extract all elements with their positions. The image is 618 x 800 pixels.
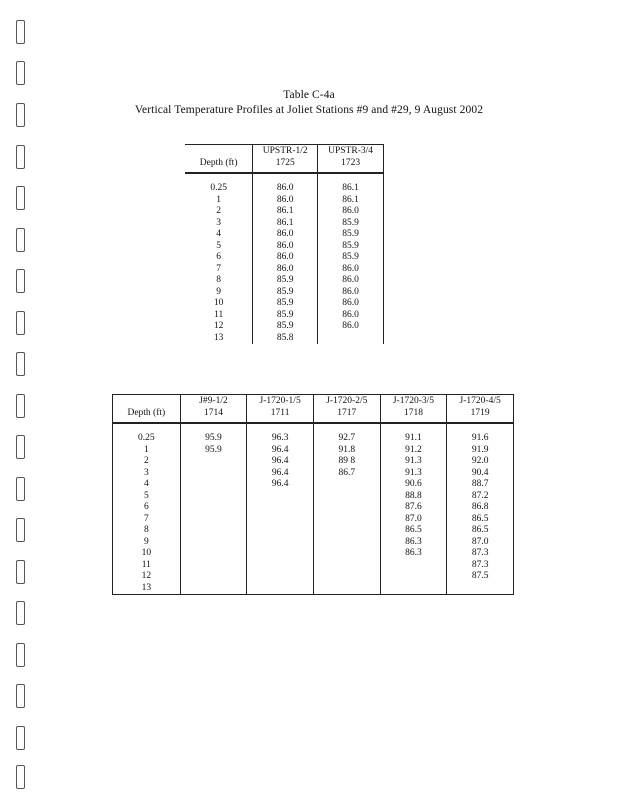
column-header-name: J-1720-4/5 [447,395,514,409]
temperature-cell [447,583,514,595]
table-row [185,241,384,253]
temperature-cell: 86.0 [318,298,384,310]
table-row [185,310,384,322]
temperature-cell: 86.7 [313,468,380,480]
table-row [113,433,514,445]
temperature-cell: 87.3 [447,548,514,560]
table-row [113,525,514,537]
depth-header: Depth (ft) [113,408,181,423]
temperature-cell: 87.3 [447,560,514,572]
temperature-cell [313,537,380,549]
table-row [113,491,514,503]
temperature-cell [313,525,380,537]
temperature-cell: 91.3 [380,456,447,468]
table-row [185,206,384,218]
depth-cell: 0.25 [113,433,181,445]
temperature-cell: 86.0 [318,264,384,276]
column-header-time: 1723 [318,158,384,173]
temperature-cell: 90.6 [380,479,447,491]
temperature-cell: 86.0 [318,321,384,333]
binder-hole [16,228,25,252]
temperature-cell: 86.1 [318,195,384,207]
temperature-cell [180,583,247,595]
temperature-cell: 86.3 [380,548,447,560]
temperature-cell [180,514,247,526]
depth-cell: 9 [113,537,181,549]
temperature-cell [313,571,380,583]
table-row [113,468,514,480]
temperature-cell: 91.3 [380,468,447,480]
table-joliet-stations [112,394,514,595]
temperature-cell: 86.0 [253,241,318,253]
temperature-cell: 96.4 [247,445,314,457]
temperature-cell [380,560,447,572]
temperature-cell [180,479,247,491]
temperature-cell [380,583,447,595]
table-row [185,183,384,195]
table-row [185,195,384,207]
temperature-cell: 89 8 [313,456,380,468]
temperature-cell: 85.9 [253,310,318,322]
column-header-name: UPSTR-3/4 [318,145,384,159]
temperature-cell [180,571,247,583]
table-row [113,548,514,560]
temperature-cell [247,560,314,572]
depth-cell: 13 [113,583,181,595]
temperature-cell: 86.0 [318,310,384,322]
depth-cell: 1 [113,445,181,457]
binder-hole [16,726,25,750]
table-row [185,298,384,310]
temperature-cell: 91.1 [380,433,447,445]
temperature-cell: 86.0 [253,183,318,195]
depth-cell: 9 [216,286,222,297]
column-header-time: 1711 [247,408,314,423]
temperature-cell: 86.0 [253,229,318,241]
depth-cell: 3 [113,468,181,480]
temperature-cell: 85.9 [253,275,318,287]
temperature-cell [180,548,247,560]
binder-hole [16,643,25,667]
temperature-cell [313,514,380,526]
depth-cell: 0.25 [210,183,227,193]
table-row [185,252,384,264]
temperature-cell: 88.7 [447,479,514,491]
temperature-cell: 95.9 [180,445,247,457]
temperature-cell: 90.4 [447,468,514,480]
depth-cell: 12 [213,321,224,331]
temperature-cell [247,502,314,514]
binder-hole [16,20,25,44]
temperature-cell [180,456,247,468]
temperature-cell: 86.0 [318,287,384,299]
temperature-cell: 86.0 [253,264,318,276]
temperature-cell [247,525,314,537]
binder-hole [16,477,25,501]
binder-hole [16,145,25,169]
binder-hole [16,61,25,85]
depth-cell: 11 [214,309,224,320]
depth-cell: 10 [213,298,224,308]
binder-hole [16,394,25,418]
binder-hole [16,186,25,210]
temperature-cell [180,537,247,549]
temperature-cell [247,583,314,595]
column-header-name: J-1720-2/5 [313,395,380,409]
binder-hole [16,311,25,335]
temperature-cell [180,525,247,537]
temperature-cell: 92.0 [447,456,514,468]
temperature-cell [247,491,314,503]
binder-hole [16,684,25,708]
depth-cell: 2 [113,456,181,468]
temperature-cell: 85.9 [318,229,384,241]
temperature-cell: 86.5 [447,525,514,537]
depth-cell: 5 [216,240,222,251]
table-upstream [185,144,384,344]
table-row [185,333,384,345]
column-header-time: 1725 [253,158,318,173]
depth-cell: 11 [113,560,181,572]
temperature-cell: 96.4 [247,468,314,480]
page-subtitle: Vertical Temperature Profiles at Joliet Stations #9 and #29, 9 August 2002 [134,104,484,116]
temperature-cell: 91.8 [313,445,380,457]
column-header-name: J-1720-1/5 [247,395,314,409]
temperature-cell: 86.3 [380,537,447,549]
column-header-name: UPSTR-1/2 [253,145,318,159]
table-row [113,502,514,514]
temperature-cell [380,571,447,583]
binder-hole [16,518,25,542]
temperature-cell: 87.2 [447,491,514,503]
depth-cell: 8 [113,525,181,537]
temperature-cell: 96.4 [247,479,314,491]
temperature-cell: 85.9 [253,287,318,299]
binder-hole [16,560,25,584]
table-row [113,514,514,526]
temperature-cell [313,560,380,572]
temperature-cell: 85.9 [253,321,318,333]
temperature-cell: 87.0 [380,514,447,526]
table-row [185,229,384,241]
temperature-cell [180,491,247,503]
temperature-cell: 86.0 [253,195,318,207]
temperature-cell: 86.0 [318,275,384,287]
temperature-cell [180,560,247,572]
depth-cell: 4 [216,229,222,239]
temperature-cell: 87.0 [447,537,514,549]
temperature-cell: 86.5 [447,514,514,526]
temperature-cell: 86.1 [253,218,318,230]
temperature-cell [180,468,247,480]
table-row [113,560,514,572]
depth-cell: 2 [216,206,222,216]
temperature-cell: 91.2 [380,445,447,457]
depth-cell: 7 [113,514,181,526]
page-title: Table C-4a [283,89,335,101]
table-row [113,445,514,457]
temperature-cell: 87.5 [447,571,514,583]
temperature-cell: 86.1 [253,206,318,218]
temperature-cell: 85.9 [253,298,318,310]
temperature-cell [318,333,384,345]
column-header-name: J#9-1/2 [180,395,247,409]
depth-header: Depth (ft) [185,158,253,173]
depth-cell: 8 [216,275,222,285]
depth-cell: 12 [113,571,181,583]
temperature-cell: 86.5 [380,525,447,537]
temperature-cell [180,502,247,514]
depth-cell: 6 [216,252,222,262]
binder-hole [16,765,25,789]
table-row [185,275,384,287]
temperature-cell [247,571,314,583]
column-header-time: 1717 [313,408,380,423]
depth-cell: 7 [216,263,222,274]
column-header-time: 1718 [380,408,447,423]
depth-cell: 5 [113,491,181,503]
table-row [185,264,384,276]
temperature-cell: 86.0 [318,206,384,218]
column-header-time: 1719 [447,408,514,423]
depth-cell: 3 [216,217,222,228]
depth-cell: 1 [216,194,222,205]
table-row [185,321,384,333]
binder-hole [16,435,25,459]
binder-holes [16,20,30,790]
depth-cell: 4 [113,479,181,491]
temperature-cell: 95.9 [180,433,247,445]
temperature-cell: 91.9 [447,445,514,457]
temperature-cell [313,491,380,503]
column-header-name: J-1720-3/5 [380,395,447,409]
temperature-cell: 88.8 [380,491,447,503]
temperature-cell: 91.6 [447,433,514,445]
temperature-cell [247,514,314,526]
table-row [185,218,384,230]
column-header-time: 1714 [180,408,247,423]
depth-cell: 10 [113,548,181,560]
table-row [113,479,514,491]
temperature-cell: 96.4 [247,456,314,468]
binder-hole [16,269,25,293]
temperature-cell [313,502,380,514]
depth-cell: 6 [113,502,181,514]
temperature-cell: 86.1 [318,183,384,195]
temperature-cell: 85.9 [318,252,384,264]
table-row [113,456,514,468]
temperature-cell [313,583,380,595]
temperature-cell: 85.8 [253,333,318,345]
table-row [113,537,514,549]
table-row [185,287,384,299]
temperature-cell: 96.3 [247,433,314,445]
table-row [113,571,514,583]
temperature-cell [247,537,314,549]
temperature-cell: 85.9 [318,241,384,253]
temperature-cell [313,548,380,560]
temperature-cell: 85.9 [318,218,384,230]
temperature-cell: 87.6 [380,502,447,514]
table-row [113,583,514,595]
temperature-cell: 92.7 [313,433,380,445]
temperature-cell [313,479,380,491]
binder-hole [16,601,25,625]
temperature-cell: 86.0 [253,252,318,264]
binder-hole [16,352,25,376]
temperature-cell [247,548,314,560]
depth-cell: 13 [213,332,224,343]
temperature-cell: 86.8 [447,502,514,514]
